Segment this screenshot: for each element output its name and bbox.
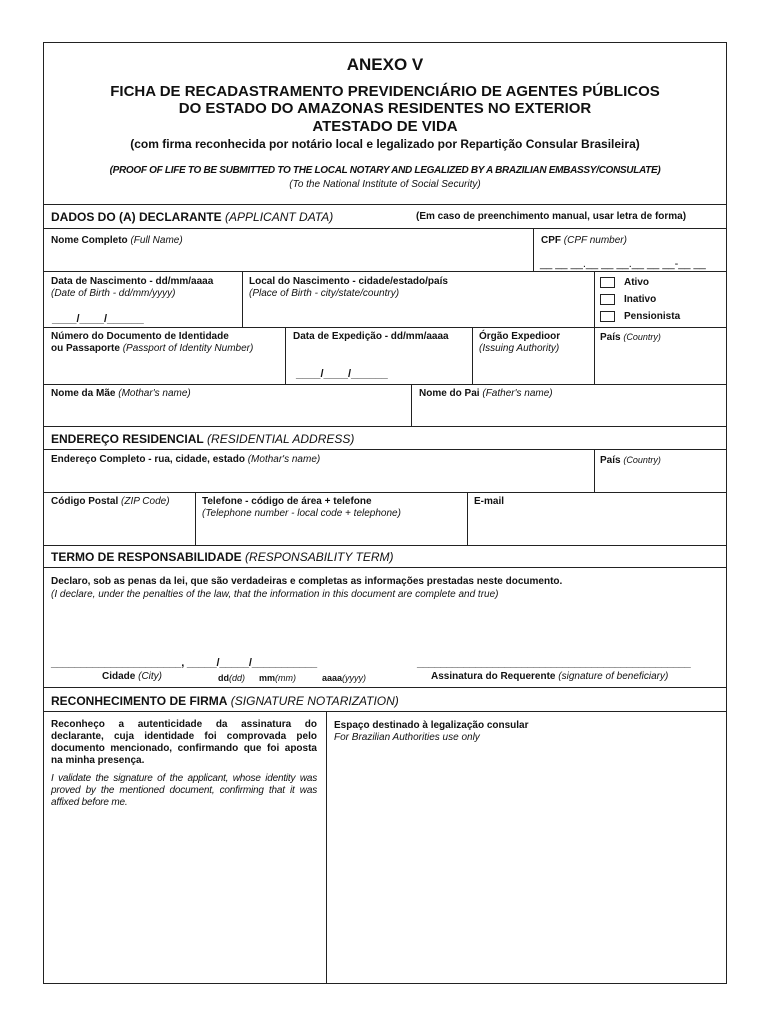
pob-label: Local do Nascimento - cidade/estado/país: [249, 276, 448, 287]
mother-name-label: Nome da Mãe (Mothar's name): [51, 388, 191, 399]
dob-input-mask[interactable]: ____/____/______: [52, 313, 144, 325]
consular-space-label: Espaço destinado à legalização consular: [334, 720, 529, 731]
zip-label: Código Postal (ZIP Code): [51, 496, 170, 507]
id-document-label-2: ou Passaporte (Passport of Identity Number): [51, 343, 254, 354]
day-label: dd(dd): [218, 673, 246, 683]
cpf-label: CPF (CPF number): [541, 235, 627, 246]
address-country-label: País (Country): [600, 455, 661, 466]
dob-label-en: (Date of Birth - dd/mm/yyyy): [51, 288, 176, 299]
form-subtitle: (com firma reconhecida por notário local e legalizado por Repartição Consular Brasileira): [130, 137, 640, 151]
issue-date-input-mask[interactable]: ____/____/______: [296, 368, 388, 380]
english-instruction-sub: (To the National Institute of Social Security): [289, 179, 481, 190]
father-name-label: Nome do Pai (Father's name): [419, 388, 553, 399]
notarization-pt-text: Reconheço a autenticidade da assinatura do declarante, cuja identidade foi comprovada pelo documento mencionado, confirmando que foi aposta na minha presença.: [51, 719, 317, 766]
signature-label: Assinatura do Requerente (signature of beneficiary): [431, 671, 669, 682]
divider: [472, 327, 473, 384]
divider: [326, 711, 327, 983]
status-pensioner-checkbox[interactable]: [600, 311, 615, 322]
issuer-label-en: (Issuing Authority): [479, 343, 560, 354]
full-address-label: Endereço Completo - rua, cidade, estado (Mothar's name): [51, 454, 321, 465]
phone-label-en: (Telephone number - local code + telephone): [202, 508, 401, 519]
divider: [44, 271, 726, 272]
id-document-label: Número do Documento de Identidade: [51, 331, 229, 342]
pob-label-en: (Place of Birth - city/state/country): [249, 288, 400, 299]
address-section-title: ENDEREÇO RESIDENCIAL (RESIDENTIAL ADDRESS): [51, 432, 355, 446]
id-country-label: País (Country): [600, 332, 661, 343]
status-inactive-label: Inativo: [624, 294, 657, 305]
divider: [44, 449, 726, 450]
declaration-text-en: (I declare, under the penalties of the law, that the information in this document are complete and true): [51, 589, 499, 600]
term-section-title: TERMO DE RESPONSABILIDADE (RESPONSABILITY TERM): [51, 550, 394, 564]
month-label: mm(mm): [259, 673, 297, 683]
divider: [467, 492, 468, 545]
form-title-line3: ATESTADO DE VIDA: [312, 118, 458, 135]
declaration-text: Declaro, sob as penas da lei, que são verdadeiras e completas as informações prestadas neste documento.: [51, 576, 563, 587]
divider: [44, 327, 726, 328]
notarization-section-title: RECONHECIMENTO DE FIRMA (SIGNATURE NOTARIZATION): [51, 694, 399, 708]
status-pensioner-label: Pensionista: [624, 311, 681, 322]
phone-label: Telefone - código de área + telefone: [202, 496, 372, 507]
divider: [44, 492, 726, 493]
status-active-checkbox[interactable]: [600, 277, 615, 288]
divider: [44, 687, 726, 688]
form-title-line1: FICHA DE RECADASTRAMENTO PREVIDENCIÁRIO DE AGENTES PÚBLICOS: [110, 83, 660, 100]
english-instruction: (PROOF OF LIFE TO BE SUBMITTED TO THE LOCAL NOTARY AND LEGALIZED BY A BRAZILIAN EMBASSY/CONSULATE): [109, 165, 661, 176]
cpf-input-mask[interactable]: __ __ __.__ __ __.__ __ __-__ __: [540, 258, 706, 270]
notarization-en-text: I validate the signature of the applicant, whose identity was proved by the mentioned document, confirming that it was affixed before me.: [51, 773, 317, 808]
divider: [594, 449, 595, 492]
divider: [44, 384, 726, 385]
divider: [44, 545, 726, 546]
status-active-label: Ativo: [624, 277, 649, 288]
date-place-line[interactable]: ______________________, _____/_____/___________: [51, 657, 317, 669]
divider: [44, 711, 726, 712]
year-label: aaaa(yyyy): [322, 673, 367, 683]
dob-label: Data de Nascimento - dd/mm/aaaa: [51, 276, 214, 287]
issuer-label: Órgão Expedioor: [479, 331, 561, 342]
divider: [285, 327, 286, 384]
form-title-line2: DO ESTADO DO AMAZONAS RESIDENTES NO EXTERIOR: [178, 100, 592, 117]
divider: [44, 567, 726, 568]
divider: [44, 204, 726, 205]
annex-title: ANEXO V: [346, 55, 424, 74]
applicant-section-title: DADOS DO (A) DECLARANTE (APPLICANT DATA): [51, 210, 334, 224]
divider: [533, 228, 534, 271]
divider: [195, 492, 196, 545]
full-name-label: Nome Completo (Full Name): [51, 235, 183, 246]
form-frame: [43, 42, 727, 984]
issue-date-label: Data de Expedição - dd/mm/aaaa: [293, 331, 449, 342]
status-inactive-checkbox[interactable]: [600, 294, 615, 305]
consular-space-label-en: For Brazilian Authorities use only: [334, 732, 480, 743]
signature-line[interactable]: _______________________________________________: [417, 657, 691, 669]
email-label: E-mail: [474, 496, 505, 507]
divider: [44, 426, 726, 427]
manual-fill-note: (Em caso de preenchimento manual, usar letra de forma): [416, 211, 687, 222]
divider: [411, 384, 412, 426]
divider: [44, 228, 726, 229]
divider: [242, 271, 243, 327]
city-label: Cidade (City): [102, 671, 163, 682]
